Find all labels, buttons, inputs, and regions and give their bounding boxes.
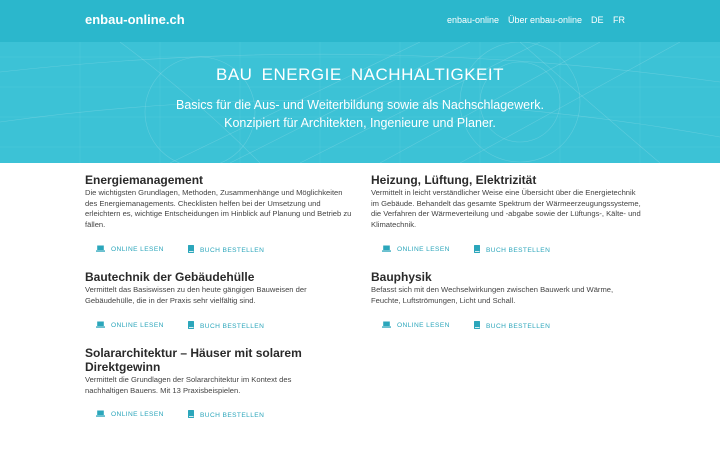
card-title[interactable]: Solararchitektur – Häuser mit solarem Direktgewinn [85,346,302,374]
site-logo[interactable]: enbau-online.ch [85,12,185,27]
card-description: Die wichtigsten Grundlagen, Methoden, Zusammenhänge und Möglichkeiten des Energiemanagements. Checklisten helfen bei der Umsetzung und erleichtern es, wichtige Entscheidungen im Hinblick auf Planung und Betrieb zu fällen. [85,188,352,229]
top-navigation-bar [0,0,720,42]
hero-subtitle-line-1: Basics für die Aus- und Weiterbildung sowie als Nachschlagewerk. [175,98,544,112]
online-lesen-link[interactable] [96,321,164,330]
book-icon [188,410,194,420]
buch-bestellen-link[interactable] [188,321,264,331]
buch-bestellen-label: BUCH BESTELLEN [486,322,551,330]
hero-title: BAU ENERGIE NACHHALTIGKEIT [215,65,504,84]
buch-bestellen-link[interactable] [188,410,264,420]
card-title[interactable]: Heizung, Lüftung, Elektrizität [371,173,537,187]
online-lesen-label: ONLINE LESEN [111,322,164,329]
card-energiemanagement [85,173,355,230]
buch-bestellen-link[interactable] [474,321,550,331]
card-title[interactable]: Bautechnik der Gebäudehülle [85,270,255,284]
online-lesen-label: ONLINE LESEN [111,411,164,418]
nav-lang-fr[interactable]: FR [613,15,625,25]
nav-ueber-enbau-online[interactable]: Über enbau-online [508,15,583,25]
card-description: Vermittelt die Grundlagen der Solararchitektur im Kontext des nachhaltigen Bauens. Mit 13 Praxisbeispielen. [85,375,292,395]
card-description: Befasst sich mit den Wechselwirkungen zwischen Bauwerk und Wärme, Feuchte, Luftströmungen, Licht und Schall. [371,285,614,305]
buch-bestellen-label: BUCH BESTELLEN [486,246,551,254]
buch-bestellen-label: BUCH BESTELLEN [200,411,265,419]
book-icon [474,245,480,255]
laptop-icon [382,245,391,254]
online-lesen-label: ONLINE LESEN [111,246,164,253]
card-title[interactable]: Energiemanagement [85,173,204,187]
online-lesen-label: ONLINE LESEN [397,322,450,329]
book-icon [474,321,480,331]
card-title[interactable]: Bauphysik [371,270,432,284]
laptop-icon [96,410,105,419]
online-lesen-label: ONLINE LESEN [397,246,450,253]
card-bauphysik [371,270,641,306]
card-solararchitektur [85,346,315,396]
online-lesen-link[interactable] [382,321,450,330]
hero-banner [0,42,720,163]
hero-subtitle-line-2: Konzipiert für Architekten, Ingenieure und Planer. [224,116,496,130]
book-icon [188,245,194,255]
nav-enbau-online[interactable]: enbau-online [447,15,500,25]
card-description: Vermittelt das Basiswissen zu den heute gängigen Bauweisen der Gebäudehülle, die in der Praxis sehr vielfältig sind. [85,285,307,305]
buch-bestellen-label: BUCH BESTELLEN [200,322,265,330]
buch-bestellen-link[interactable] [474,245,550,255]
online-lesen-link[interactable] [96,245,164,254]
laptop-icon [96,245,105,254]
hero-subtitle [0,96,720,132]
card-description: Vermittelt in leicht verständlicher Weise eine Übersicht über die Energietechnik im Gebäude. Behandelt das gesamte Spektrum der Wärmeerzeugungssysteme, die Verfahren der Wärmeverteilung und -abgabe sowie der Lüftungs-, Kälte- und Klimatechnik. [371,188,641,229]
book-icon [188,321,194,331]
card-heizung-lueftung-elektrizitaet [371,173,641,230]
buch-bestellen-link[interactable] [188,245,264,255]
buch-bestellen-label: BUCH BESTELLEN [200,246,265,254]
laptop-icon [96,321,105,330]
card-bautechnik-gebaeudehuelle [85,270,355,306]
online-lesen-link[interactable] [382,245,450,254]
nav-lang-de[interactable]: DE [591,15,604,25]
laptop-icon [382,321,391,330]
online-lesen-link[interactable] [96,410,164,419]
